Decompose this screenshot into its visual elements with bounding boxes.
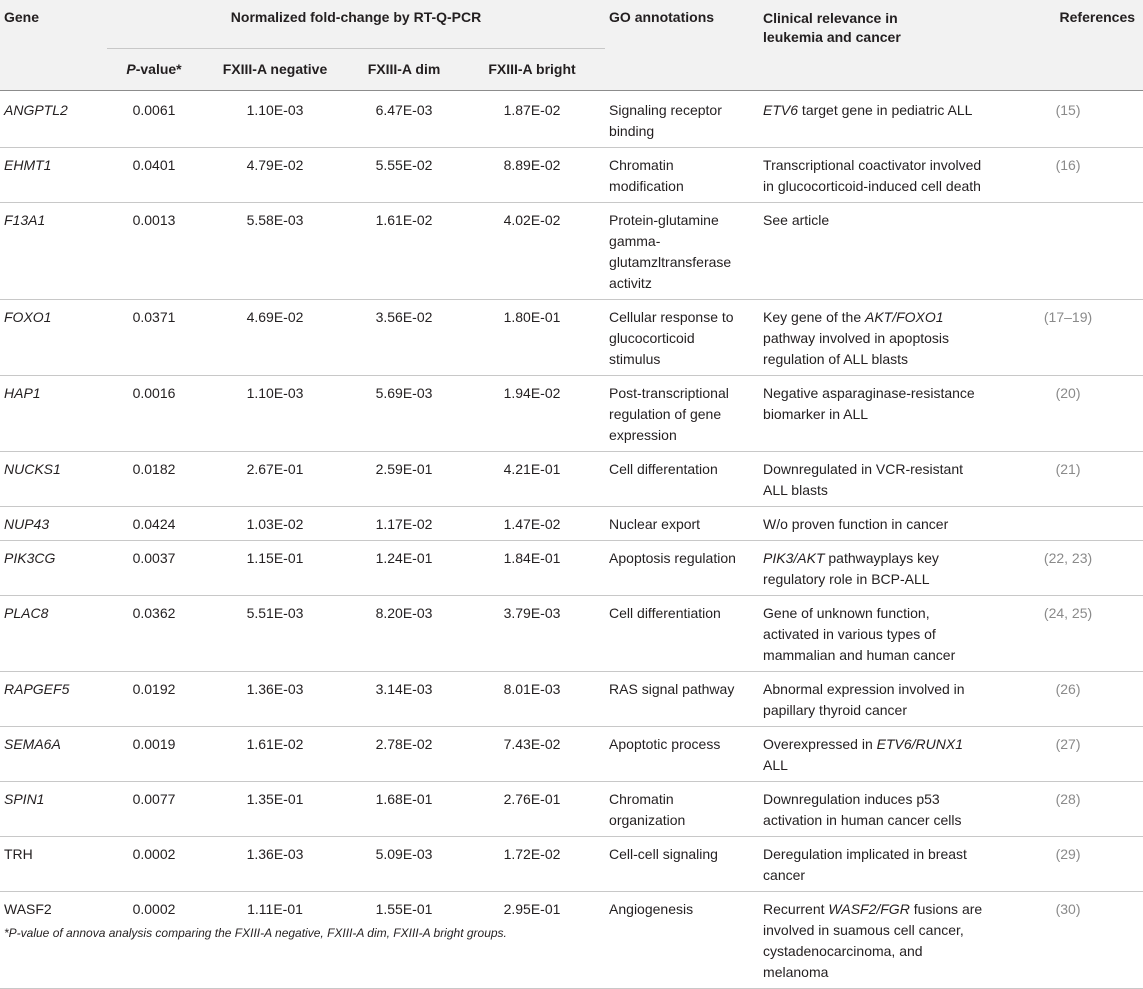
clinical-text: Downregulated in VCR-resistant ALL blasts: [763, 460, 964, 498]
cell-dim: 1.17E-02: [375, 515, 433, 532]
clinical-text: Abnormal expression involved in papillary thyroid cancer: [763, 680, 965, 718]
cell-dim: 1.24E-01: [375, 549, 433, 566]
cell-gene: SEMA6A: [4, 735, 61, 752]
header-references: References: [993, 0, 1143, 48]
cell-pvalue: 0.0002: [132, 900, 176, 917]
table-row: [0, 595, 1143, 671]
cell-gene: F13A1: [4, 211, 46, 228]
cell-clinical: [755, 726, 993, 781]
cell-clinical: [755, 147, 993, 202]
cell-gene: FOXO1: [4, 308, 52, 325]
cell-gene: ANGPTL2: [4, 101, 68, 118]
header-fold-change: Normalized fold-change by RT-Q-PCR: [107, 0, 605, 48]
header-clinical-text: Clinical relevance in leukemia and cancer: [763, 10, 901, 45]
cell-negative: 4.69E-02: [246, 308, 304, 325]
cell-pvalue: 0.0037: [132, 549, 176, 566]
header-pvalue-p: P: [126, 61, 136, 77]
cell-reference-link[interactable]: (28): [1055, 790, 1081, 807]
cell-gene: PIK3CG: [4, 549, 56, 566]
cell-go: Cell-cell signaling: [609, 845, 718, 862]
cell-gene: PLAC8: [4, 604, 49, 621]
cell-go: Apoptotic process: [609, 735, 721, 752]
header-blank-refs: [993, 48, 1143, 90]
cell-bright: 1.72E-02: [503, 845, 561, 862]
cell-dim: 5.55E-02: [375, 156, 433, 173]
cell-dim: 5.09E-03: [375, 845, 433, 862]
cell-gene: EHMT1: [4, 156, 52, 173]
cell-bright: 1.87E-02: [503, 101, 561, 118]
cell-reference-link[interactable]: (21): [1055, 460, 1081, 477]
cell-bright: 2.76E-01: [503, 790, 561, 807]
cell-reference-link[interactable]: [993, 506, 1143, 540]
cell-clinical: [755, 671, 993, 726]
table-row: [0, 671, 1143, 726]
clinical-text: Overexpressed in: [763, 735, 877, 752]
cell-gene: TRH: [4, 845, 33, 862]
cell-go: Angiogenesis: [609, 900, 694, 917]
cell-gene: RAPGEF5: [4, 680, 70, 697]
cell-pvalue: 0.0192: [132, 680, 176, 697]
table-row: [0, 781, 1143, 836]
cell-pvalue: 0.0182: [132, 460, 176, 477]
cell-negative: 1.35E-01: [246, 790, 304, 807]
cell-pvalue: 0.0016: [132, 384, 176, 401]
cell-pvalue: 0.0362: [132, 604, 176, 621]
header-blank-go: [605, 48, 755, 90]
clinical-text: fusions are involved in suamous cell cancer, cystadenocarcinoma, and melanoma: [763, 900, 983, 980]
table-body: [0, 90, 1143, 988]
cell-clinical: [755, 451, 993, 506]
cell-reference-link[interactable]: (17–19): [1043, 308, 1093, 325]
cell-reference-link[interactable]: (27): [1055, 735, 1081, 752]
cell-clinical: [755, 781, 993, 836]
cell-clinical: [755, 595, 993, 671]
table-row: [0, 375, 1143, 451]
cell-go: Cell differentation: [609, 460, 718, 477]
cell-clinical: [755, 375, 993, 451]
clinical-italic-text: ETV6/RUNX1: [876, 735, 963, 752]
clinical-italic-text: WASF2/FGR: [828, 900, 910, 917]
cell-bright: 8.01E-03: [503, 680, 561, 697]
cell-gene: HAP1: [4, 384, 41, 401]
table-row: [0, 726, 1143, 781]
cell-pvalue: 0.0002: [132, 845, 176, 862]
table-row: [0, 147, 1143, 202]
clinical-text: pathwayplays key regulatory role in BCP-ALL: [763, 549, 939, 587]
cell-pvalue: 0.0401: [132, 156, 176, 173]
cell-clinical: [755, 202, 993, 299]
cell-bright: 1.84E-01: [503, 549, 561, 566]
cell-pvalue: 0.0013: [132, 211, 176, 228]
cell-reference-link[interactable]: (22, 23): [1043, 549, 1093, 566]
cell-clinical: [755, 540, 993, 595]
cell-go: Chromatin modification: [609, 156, 684, 194]
clinical-text: W/o proven function in cancer: [763, 515, 949, 532]
cell-bright: 2.95E-01: [503, 900, 561, 917]
cell-gene: SPIN1: [4, 790, 45, 807]
clinical-italic-text: PIK3/AKT: [763, 549, 825, 566]
cell-bright: 1.80E-01: [503, 308, 561, 325]
header-pvalue-rest: -value*: [135, 61, 182, 77]
cell-reference-link[interactable]: (30): [1055, 900, 1081, 917]
cell-gene: NUCKS1: [4, 460, 61, 477]
cell-pvalue: 0.0424: [132, 515, 176, 532]
cell-pvalue: 0.0019: [132, 735, 176, 752]
clinical-text: Gene of unknown function, activated in various types of mammalian and human cancer: [763, 604, 956, 663]
clinical-text: Key gene of the: [763, 308, 865, 325]
cell-negative: 5.58E-03: [246, 211, 304, 228]
cell-negative: 2.67E-01: [246, 460, 304, 477]
clinical-text: pathway involved in apoptosis regulation of ALL blasts: [763, 329, 950, 367]
cell-negative: 1.15E-01: [246, 549, 304, 566]
clinical-text: Negative asparaginase-resistance biomarker in ALL: [763, 384, 975, 422]
header-negative: FXIII-A negative: [201, 48, 349, 90]
cell-negative: 1.11E-01: [247, 900, 303, 917]
cell-clinical: [755, 299, 993, 375]
table-row: [0, 540, 1143, 595]
cell-clinical: [755, 836, 993, 891]
clinical-text: Deregulation implicated in breast cancer: [763, 845, 967, 883]
clinical-text: Transcriptional coactivator involved in glucocorticoid-induced cell death: [763, 156, 982, 194]
cell-pvalue: 0.0371: [132, 308, 176, 325]
cell-dim: 5.69E-03: [375, 384, 433, 401]
cell-reference-link[interactable]: [993, 202, 1143, 299]
cell-negative: 5.51E-03: [246, 604, 304, 621]
cell-pvalue: 0.0077: [132, 790, 176, 807]
cell-clinical: [755, 506, 993, 540]
header-clinical: [755, 0, 993, 48]
cell-go: Signaling receptor binding: [609, 101, 722, 139]
cell-reference-link[interactable]: (24, 25): [1043, 604, 1093, 621]
cell-go: Cellular response to glucocorticoid stimulus: [609, 308, 734, 367]
table-row: [0, 506, 1143, 540]
cell-negative: 1.36E-03: [246, 845, 304, 862]
clinical-text: Downregulation induces p53 activation in human cancer cells: [763, 790, 962, 828]
cell-bright: 7.43E-02: [503, 735, 561, 752]
cell-dim: 1.55E-01: [375, 900, 433, 917]
cell-bright: 1.47E-02: [503, 515, 561, 532]
cell-go: Post-transcriptional regulation of gene expression: [609, 384, 729, 443]
cell-dim: 8.20E-03: [375, 604, 433, 621]
cell-reference-link[interactable]: (15): [1055, 101, 1081, 118]
cell-clinical: [755, 891, 993, 988]
cell-negative: 4.79E-02: [246, 156, 304, 173]
cell-dim: 2.59E-01: [375, 460, 433, 477]
cell-go: RAS signal pathway: [609, 680, 735, 697]
cell-dim: 6.47E-03: [375, 101, 433, 118]
cell-negative: 1.10E-03: [246, 384, 304, 401]
cell-dim: 3.56E-02: [375, 308, 433, 325]
cell-negative: 1.61E-02: [246, 735, 304, 752]
cell-go: Apoptosis regulation: [609, 549, 736, 566]
table-row: [0, 90, 1143, 147]
clinical-italic-text: AKT/FOXO1: [865, 308, 944, 325]
header-go: GO annotations: [605, 0, 755, 48]
footnote: *P-value of annova analysis comparing the FXIII-A negative, FXIII-A dim, FXIII-A bright groups.: [4, 926, 507, 940]
cell-go: Chromatin organization: [609, 790, 686, 828]
header-pvalue: [107, 48, 201, 90]
cell-bright: 8.89E-02: [503, 156, 561, 173]
header-dim: FXIII-A dim: [349, 48, 459, 90]
cell-dim: 1.68E-01: [375, 790, 433, 807]
cell-pvalue: 0.0061: [132, 101, 176, 118]
cell-clinical: [755, 90, 993, 147]
table-row: [0, 836, 1143, 891]
table-row: [0, 202, 1143, 299]
table-header: [0, 0, 1143, 90]
cell-go: Protein-glutamine gamma-glutamzltransferase activitz: [609, 211, 732, 291]
cell-go: Cell differentiation: [609, 604, 721, 621]
cell-gene: WASF2: [4, 900, 52, 917]
clinical-text: ALL: [763, 756, 788, 773]
cell-bright: 4.21E-01: [503, 460, 561, 477]
cell-negative: 1.10E-03: [246, 101, 304, 118]
cell-dim: 3.14E-03: [375, 680, 433, 697]
table-row: [0, 299, 1143, 375]
table-row: [0, 451, 1143, 506]
header-gene-blank: [0, 48, 107, 90]
cell-bright: 1.94E-02: [503, 384, 561, 401]
cell-bright: 3.79E-03: [503, 604, 561, 621]
clinical-text: target gene in pediatric ALL: [798, 101, 973, 118]
cell-reference-link[interactable]: (20): [1055, 384, 1081, 401]
cell-negative: 1.03E-02: [246, 515, 304, 532]
header-bright: FXIII-A bright: [459, 48, 605, 90]
header-blank-clinical: [755, 48, 993, 90]
clinical-text: Recurrent: [763, 900, 829, 917]
cell-bright: 4.02E-02: [503, 211, 561, 228]
cell-go: Nuclear export: [609, 515, 701, 532]
cell-reference-link[interactable]: (29): [1055, 845, 1081, 862]
cell-reference-link[interactable]: (16): [1055, 156, 1081, 173]
clinical-text: See article: [763, 211, 830, 228]
cell-negative: 1.36E-03: [246, 680, 304, 697]
cell-dim: 2.78E-02: [375, 735, 433, 752]
cell-dim: 1.61E-02: [375, 211, 433, 228]
header-gene: Gene: [0, 0, 107, 48]
cell-gene: NUP43: [4, 515, 50, 532]
cell-reference-link[interactable]: (26): [1055, 680, 1081, 697]
clinical-italic-text: ETV6: [763, 101, 799, 118]
